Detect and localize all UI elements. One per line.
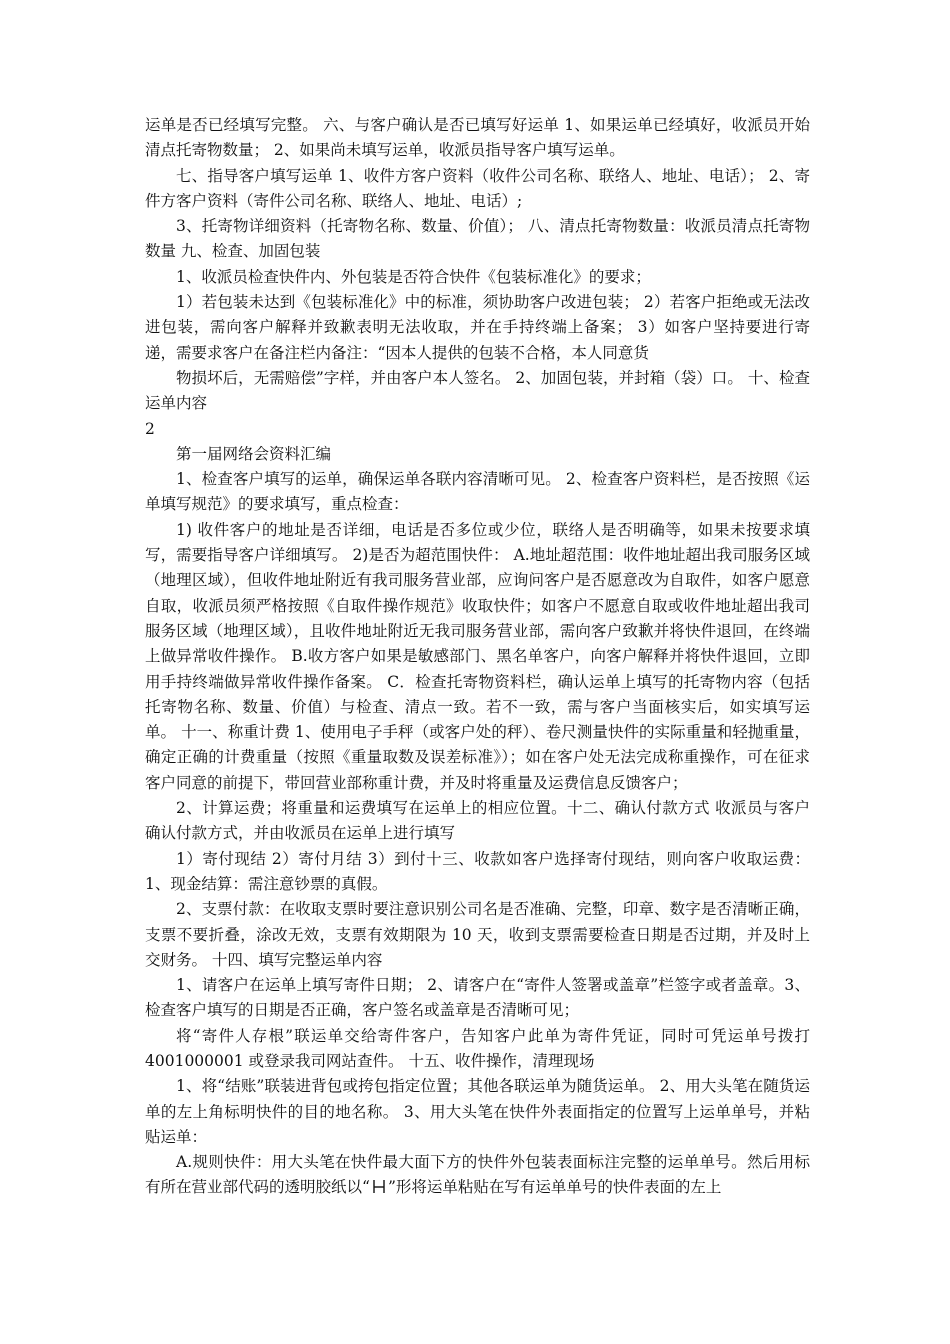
section-heading: 第一届网络会资料汇编 <box>176 444 332 463</box>
h-shape-tape-icon <box>371 1179 387 1194</box>
paragraph-17-after: ”形将运单粘贴在写有运单单号的快件表面的左上 <box>387 1178 722 1197</box>
paragraph-3: 3、托寄物详细资料（托寄物名称、数量、价值）； 八、清点托寄物数量：收派员清点托寄物数量 九、检查、加固包装 <box>145 217 810 261</box>
paragraph-4: 1、收派员检查快件内、外包装是否符合快件《包装标准化》的要求； <box>176 267 651 286</box>
page-number: 2 <box>145 419 155 438</box>
paragraph-11: 2、计算运费；将重量和运费填写在运单上的相应位置。十二、确认付款方式 收派员与客户确认付款方式，并由收派员在运单上进行填写 <box>145 799 810 843</box>
paragraph-17 <box>145 1150 810 1201</box>
paragraph-13: 2、支票付款：在收取支票时要注意识别公司名是否准确、完整，印章、数字是否清晰正确，支票不要折叠，涂改无效，支票有效期限为 10 天，收到支票需要检查日期是否过期，并及时上交财务。 十四、填写完整运单内容 <box>145 900 810 969</box>
paragraph-10: 1) 收件客户的地址是否详细，电话是否多位或少位，联络人是否明确等，如果未按要求填写，需要指导客户详细填写。 2)是否为超范围快件： A.地址超范围：收件地址超出我司服务区域（地理区域），但收件地址附近有我司服务营业部，应询问客户是否愿意改为自取件，如客户愿意自取，收派员须严格按照《自取件操作规范》收取快件；如客户不愿意自取或收件地址超出我司服务区域（地理区域），且收件地址附近无我司服务营业部，需向客户致歉并将快件退回，在终端上做异常收件操作。 B.收方客户如果是敏感部门、黑名单客户，向客户解释并将快件退回，立即用手持终端做异常收件操作备案。 C．检查托寄物资料栏，确认运单上填写的托寄物内容（包括托寄物名称、数量、价值）与检查、清点一致。若不一致，需与客户当面核实后，如实填写运单。 十一、称重计费 1、使用电子手秤（或客户处的秤）、卷尺测量快件的实际重量和轻抛重量，确定正确的计费重量（按照《重量取数及误差标准》）；如在客户处无法完成称重操作，可在征求客户同意的前提下，带回营业部称重计费，并及时将重量及运费信息反馈客户； <box>145 520 810 792</box>
paragraph-12: 1）寄付现结 2）寄付月结 3）到付十三、收款如客户选择寄付现结，则向客户收取运费： 1、现金结算：需注意钞票的真假。 <box>145 849 810 893</box>
paragraph-15: 将“寄件人存根”联运单交给寄件客户，告知客户此单为寄件凭证，同时可凭运单号拨打 4001000001 或登录我司网站查件。 十五、收件操作，清理现场 <box>145 1026 810 1070</box>
paragraph-16: 1、将“结账”联装进背包或挎包指定位置；其他各联运单为随货运单。 2、用大头笔在随货运单的左上角标明快件的目的地名称。 3、用大头笔在快件外表面指定的位置写上运单单号，并粘贴运单： <box>145 1077 810 1146</box>
paragraph-14: 1、请客户在运单上填写寄件日期； 2、请客户在“寄件人签署或盖章”栏签字或者盖章。3、检查客户填写的日期是否正确，客户签名或盖章是否清晰可见； <box>145 976 810 1020</box>
paragraph-1: 运单是否已经填写完整。 六、与客户确认是否已填写好运单 1、如果运单已经填好，收派员开始清点托寄物数量； 2、如果尚未填写运单，收派员指导客户填写运单。 <box>145 116 810 160</box>
paragraph-6: 物损坏后，无需赔偿”字样，并由客户本人签名。 2、加固包装，并封箱（袋）口。 十、检查运单内容 <box>145 368 810 413</box>
paragraph-9: 1、检查客户填写的运单，确保运单各联内容清晰可见。 2、检查客户资料栏，是否按照《运单填写规范》的要求填写，重点检查： <box>145 470 810 514</box>
paragraph-2: 七、指导客户填写运单 1、收件方客户资料（收件公司名称、联络人、地址、电话）； 2、寄件方客户资料（寄件公司名称、联络人、地址、电话）; <box>145 166 810 210</box>
paragraph-17-before: A.规则快件：用大头笔在快件最大面下方的快件外包装表面标注完整的运单单号。然后用标有所在营业部代码的透明胶纸以“ <box>145 1153 810 1197</box>
paragraph-5: 1）若包装未达到《包装标准化》中的标准，须协助客户改进包装； 2）若客户拒绝或无法改进包装，需向客户解释并致歉表明无法收取，并在手持终端上备案； 3）如客户坚持要进行寄递，需要求客户在备注栏内备注：“因本人提供的包装不合格，本人同意货 <box>145 293 810 362</box>
document-body <box>145 113 810 1201</box>
